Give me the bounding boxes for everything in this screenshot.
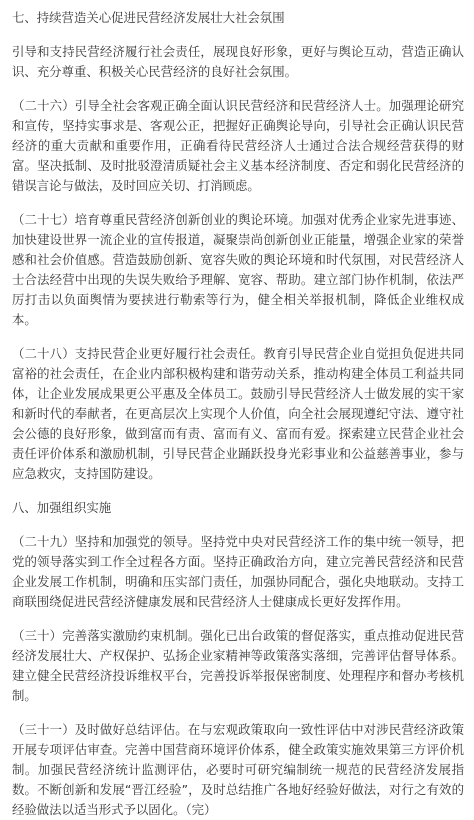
paragraph-28: （二十八）支持民营企业更好履行社会责任。教育引导民营企业自觉担负促进共同富裕的社会责任，在企业内部积极构建和谐劳动关系，推动构建全体员工利益共同体，让企业发展成果更公平惠及全体员工。鼓励引导民营经济人士做发展的实干家和新时代的奉献者，在更高层次上实现个人价值，向全社会展现遵纪守法、遵守社会公德的良好形象，做到富而有责、富而有义、富而有爱。探索建立民营企业社会责任评价体系和激励机制，引导民营企业踊跃投身光彩事业和公益慈善事业，参与应急救灾，支持国防建设。 [12, 346, 464, 481]
paragraph-intro-7: 引导和支持民营经济履行社会责任，展现良好形象，更好与舆论互动，营造正确认识、充分尊重、积极关心民营经济的良好社会氛围。 [12, 44, 464, 79]
paragraph-26: （二十六）引导全社会客观正确全面认识民营经济和民营经济人士。加强理论研究和宣传，坚持实事求是、客观公正，把握好正确舆论导向，引导社会正确认识民营经济的重大贡献和重要作用，正确看待民营经济人士通过合法合规经营获得的财富。坚决抵制、及时批驳澄清质疑社会主义基本经济制度、否定和弱化民营经济的错误言论与做法，及时回应关切、打消顾虑。 [12, 98, 464, 193]
paragraph-31: （三十一）及时做好总结评估。在与宏观政策取向一致性评估中对涉民营经济政策开展专项评估审查。完善中国营商环境评价体系，健全政策实施效果第三方评价机制。加强民营经济统计监测评估，必要时可研究编制统一规范的民营经济发展指数。不断创新和发展“晋江经验”，及时总结推广各地好经验好做法，对行之有效的经验做法以适当形式予以固化。（完） [12, 722, 464, 817]
paragraph-30: （三十）完善落实激励约束机制。强化已出台政策的督促落实，重点推动促进民营经济发展壮大、产权保护、弘扬企业家精神等政策落实落细，完善评估督导体系。建立健全民营经济投诉维权平台，完善投诉举报保密制度、处理程序和督办考核机制。 [12, 628, 464, 703]
section-heading-7: 七、持续营造关心促进民营经济发展壮大社会氛围 [12, 10, 285, 25]
paragraph-29: （二十九）坚持和加强党的领导。坚持党中央对民营经济工作的集中统一领导，把党的领导落实到工作全过程各方面。坚持正确政治方向，建立完善民营经济和民营企业发展工作机制，明确和压实部门责任，加强协同配合，强化央地联动。支持工商联围绕促进民营经济健康发展和民营经济人士健康成长更好发挥作用。 [12, 534, 464, 609]
section-heading-8: 八、加强组织实施 [12, 500, 112, 515]
paragraph-27: （二十七）培育尊重民营经济创新创业的舆论环境。加强对优秀企业家先进事迹、加快建设世界一流企业的宣传报道，凝聚崇尚创新创业正能量，增强企业家的荣誉感和社会价值感。营造鼓励创新、宽容失败的舆论环境和时代氛围，对民营经济人士合法经营中出现的失误失败给予理解、宽容、帮助。建立部门协作机制，依法严厉打击以负面舆情为要挟进行勒索等行为，健全相关举报机制，降低企业维权成本。 [12, 212, 464, 327]
